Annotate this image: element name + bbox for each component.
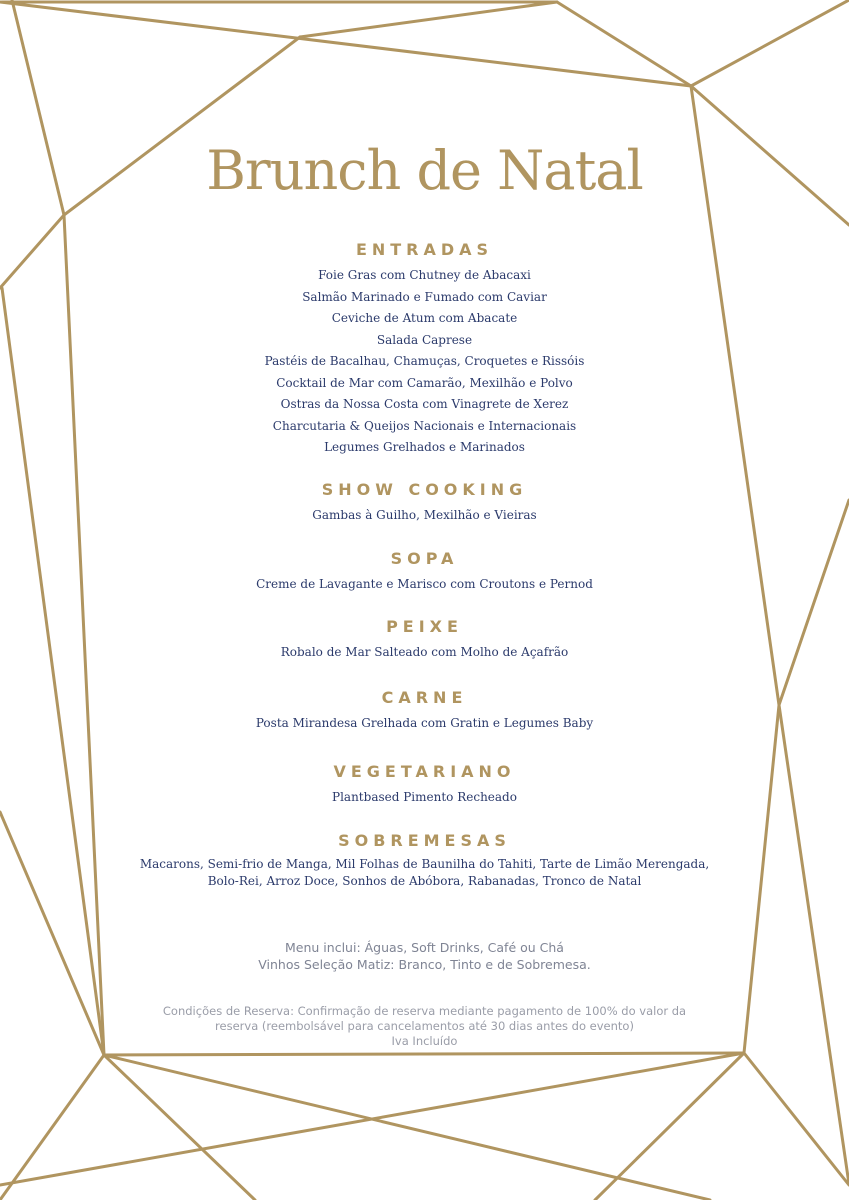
menu-item: Bolo-Rei, Arroz Doce, Sonhos de Abóbora, Rabanadas, Tronco de Natal (207, 874, 642, 888)
menu-item: Foie Gras com Chutney de Abacaxi (318, 268, 531, 282)
menu-title: Brunch de Natal (206, 139, 643, 202)
menu-item: Salmão Marinado e Fumado com Caviar (302, 289, 547, 304)
includes-line: Vinhos Seleção Matiz: Branco, Tinto e de Sobremesa. (258, 957, 591, 972)
menu-item: Charcutaria & Queijos Nacionais e Internacionais (272, 418, 577, 433)
section-peixe (0, 616, 849, 664)
menu-item: Robalo de Mar Salteado com Molho de Açafrão (280, 645, 569, 659)
section-entradas (0, 239, 849, 459)
section-heading: ENTRADAS (355, 240, 494, 259)
includes-line: Menu inclui: Águas, Soft Drinks, Café ou Chá (285, 940, 564, 955)
menu-item: Plantbased Pimento Recheado (332, 790, 517, 804)
section-sopa (0, 548, 849, 596)
section-heading: PEIXE (386, 617, 463, 636)
menu-item: Legumes Grelhados e Marinados (324, 440, 525, 454)
conditions-line: Iva Incluído (391, 1034, 458, 1048)
section-carne (0, 687, 849, 735)
menu-includes (0, 939, 849, 973)
menu-item: Gambas à Guilho, Mexilhão e Vieiras (312, 508, 537, 522)
reservation-conditions (0, 1004, 849, 1049)
menu-item: Posta Mirandesa Grelhada com Gratin e Legumes Baby (255, 716, 594, 730)
conditions-line: reserva (reembolsável para cancelamentos até 30 dias antes do evento) (215, 1019, 634, 1033)
section-sobremesas (0, 830, 849, 890)
menu-item: Creme de Lavagante e Marisco com Croutons e Pernod (256, 577, 593, 591)
menu-item: Cocktail de Mar com Camarão, Mexilhão e Polvo (276, 375, 573, 390)
section-heading: SOPA (390, 549, 459, 568)
menu-item: Macarons, Semi-frio de Manga, Mil Folhas de Baunilha do Tahiti, Tarte de Limão Merengada, (139, 857, 710, 871)
menu-item: Ostras da Nossa Costa com Vinagrete de Xerez (280, 397, 569, 411)
conditions-line: Condições de Reserva: Confirmação de reserva mediante pagamento de 100% do valor da (162, 1004, 687, 1018)
menu-item: Pastéis de Bacalhau, Chamuças, Croquetes e Rissóis (264, 354, 585, 368)
section-show-cooking (0, 479, 849, 527)
menu-item: Salada Caprese (376, 332, 473, 347)
section-heading: CARNE (381, 688, 468, 707)
section-heading: SOBREMESAS (338, 831, 511, 850)
section-vegetariano (0, 761, 849, 809)
menu-item: Ceviche de Atum com Abacate (331, 311, 518, 325)
section-heading: VEGETARIANO (333, 762, 516, 781)
section-heading: SHOW COOKING (321, 480, 528, 499)
